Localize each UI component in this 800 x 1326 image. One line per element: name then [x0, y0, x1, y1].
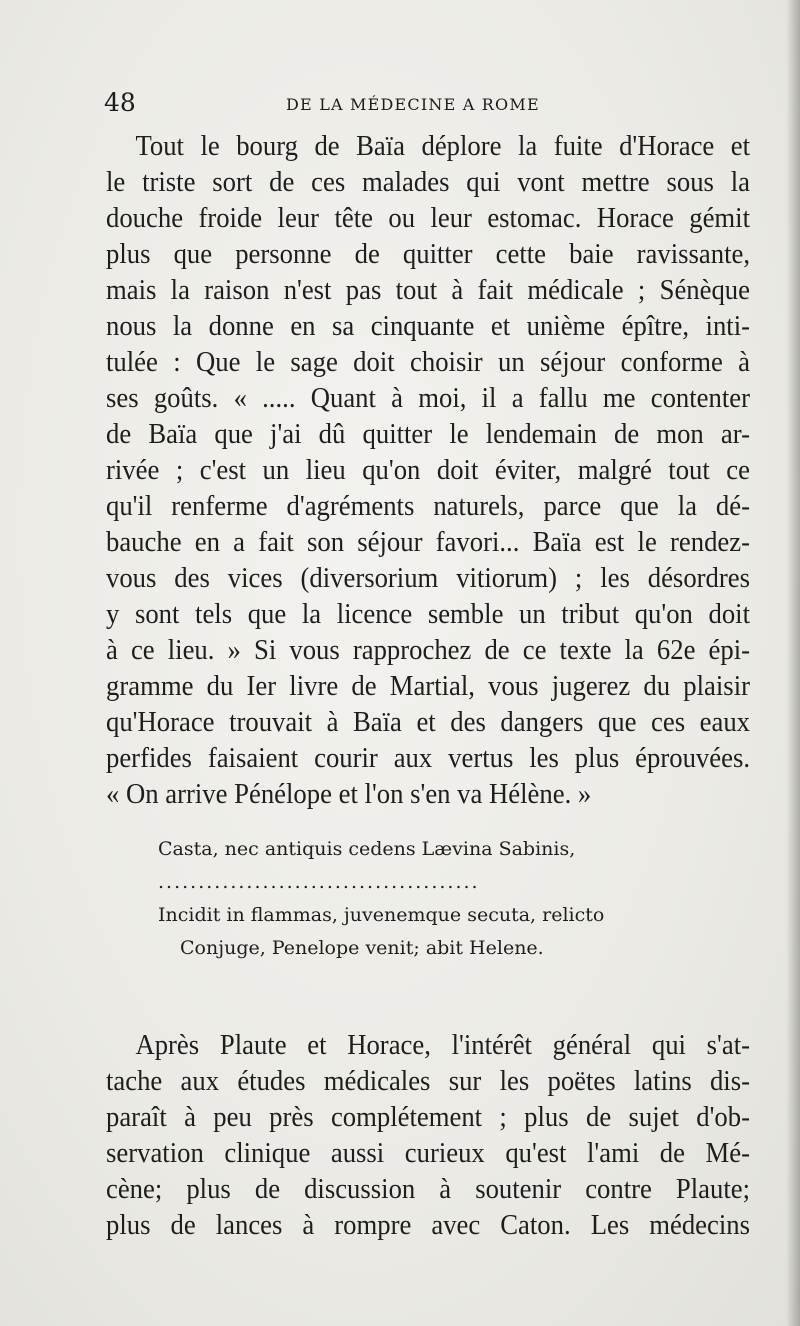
- text-line: mais la raison n'est pas tout à fait médicale ; Sénèque: [106, 274, 750, 306]
- text-line: perfides faisaient courir aux vertus les plus éprouvées.: [106, 742, 750, 774]
- text-line: tache aux études médicales sur les poëtes latins dis-: [106, 1065, 750, 1097]
- text-line: paraît à peu près complétement ; plus de sujet d'ob-: [106, 1101, 750, 1133]
- ellipsis-line: ........................................: [158, 871, 480, 893]
- verse-line: Conjuge, Penelope venit; abit Helene.: [180, 937, 544, 959]
- latin-quotation: [158, 833, 678, 965]
- text-line: douche froide leur tête ou leur estomac. Horace gémit: [106, 202, 750, 234]
- verse-line: Incidit in flammas, juvenemque secuta, relicto: [158, 904, 605, 926]
- text-line: Tout le bourg de Baïa déplore la fuite d'Horace et: [135, 130, 750, 162]
- text-line: servation clinique aussi curieux qu'est l'ami de Mé-: [106, 1137, 750, 1169]
- paragraph-1: [106, 128, 750, 812]
- paragraph-2: [106, 1027, 750, 1243]
- text-line: bauche en a fait son séjour favori... Baïa est le rendez-: [106, 526, 750, 558]
- page-edge-shadow: [786, 0, 800, 1326]
- text-line: plus de lances à rompre avec Caton. Les médecins: [106, 1209, 750, 1241]
- text-line: qu'il renferme d'agréments naturels, parce que la dé-: [106, 490, 750, 522]
- text-line: cène; plus de discussion à soutenir contre Plaute;: [106, 1173, 750, 1205]
- text-line: vous des vices (diversorium vitiorum) ; les désordres: [106, 562, 750, 594]
- text-line: qu'Horace trouvait à Baïa et des dangers que ces eaux: [106, 706, 750, 738]
- text-line: ses goûts. « ..... Quant à moi, il a fallu me contenter: [106, 382, 750, 414]
- text-line: gramme du Ier livre de Martial, vous jugerez du plaisir: [106, 670, 750, 702]
- verse-line: Casta, nec antiquis cedens Lævina Sabinis,: [158, 838, 576, 860]
- page-header: [104, 88, 744, 118]
- text-line: le triste sort de ces malades qui vont mettre sous la: [106, 166, 750, 198]
- text-line: plus que personne de quitter cette baie ravissante,: [106, 238, 750, 270]
- text-line: rivée ; c'est un lieu qu'on doit éviter, malgré tout ce: [106, 454, 750, 486]
- text-line: « On arrive Pénélope et l'on s'en va Hélène. »: [106, 778, 592, 810]
- running-head: DE LA MÉDECINE A ROME: [286, 95, 540, 114]
- text-line: tulée : Que le sage doit choisir un séjour conforme à: [106, 346, 750, 378]
- page-number: 48: [104, 88, 136, 117]
- text-line: à ce lieu. » Si vous rapprochez de ce texte la 62e épi-: [106, 634, 750, 666]
- text-line: de Baïa que j'ai dû quitter le lendemain de mon ar-: [106, 418, 750, 450]
- text-line: Après Plaute et Horace, l'intérêt général qui s'at-: [135, 1029, 750, 1061]
- text-line: nous la donne en sa cinquante et unième épître, inti-: [106, 310, 750, 342]
- text-line: y sont tels que la licence semble un tribut qu'on doit: [106, 598, 750, 630]
